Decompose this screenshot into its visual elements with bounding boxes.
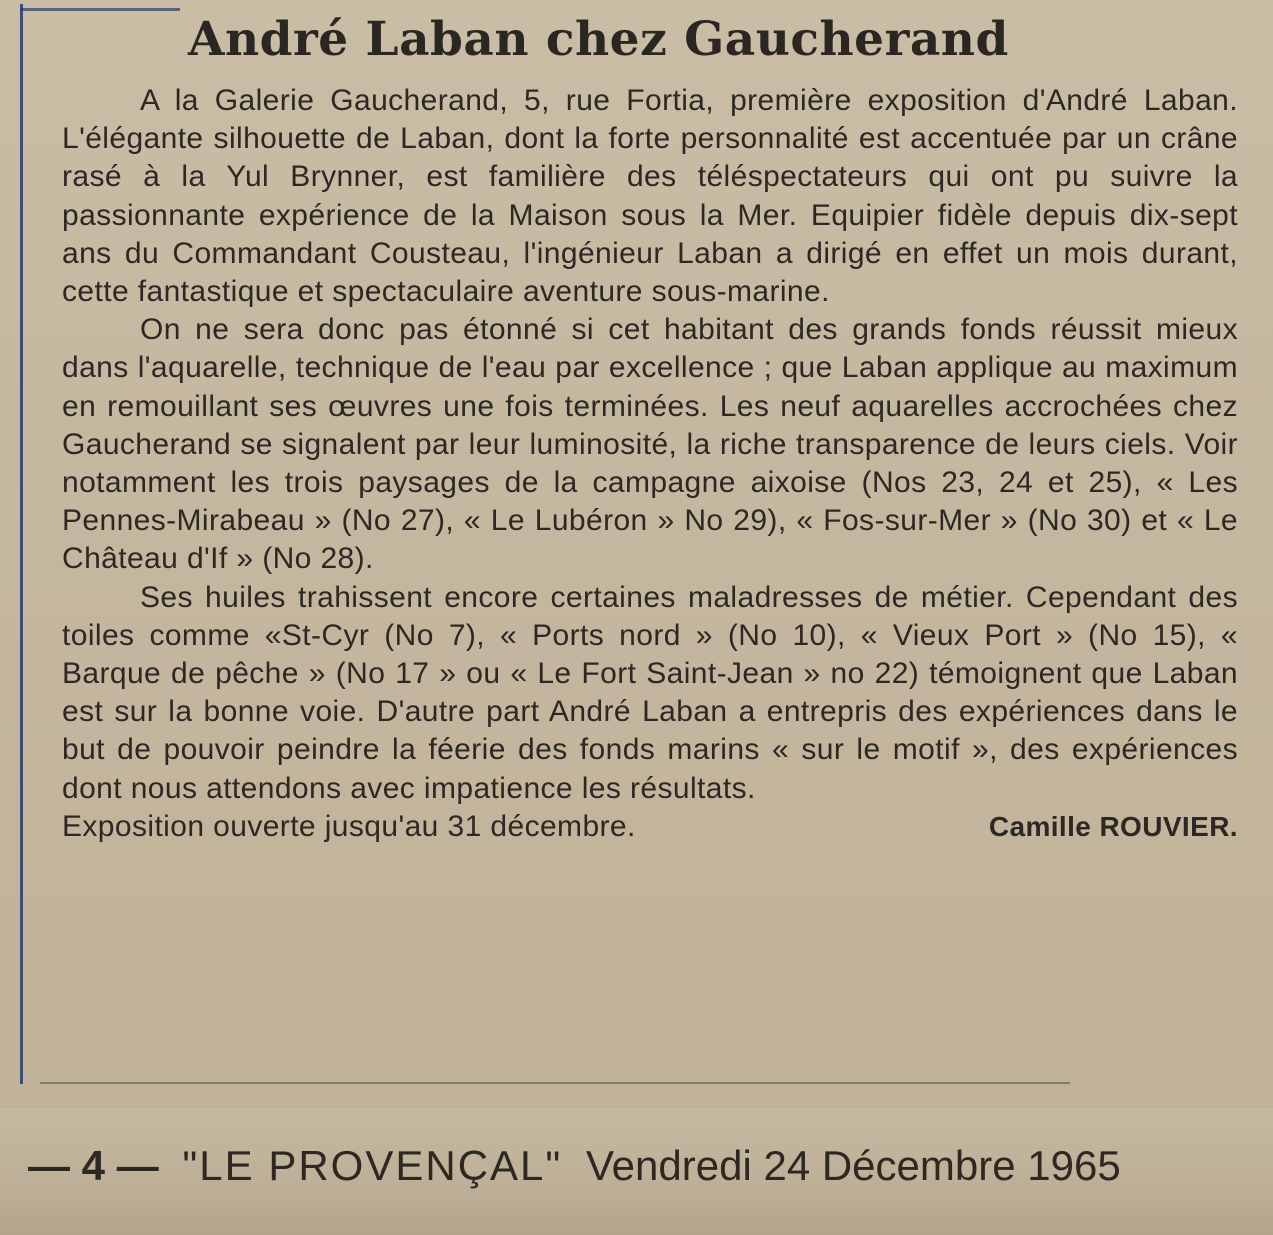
newspaper-name: "LE PROVENÇAL" <box>182 1142 563 1189</box>
article-headline: André Laban chez Gaucherand <box>188 12 1009 67</box>
article-paragraph-3: Ses huiles trahissent encore certaines maladresses de métier. Cependant des toiles comme «St-Cyr (No 7), « Ports nord » (No 10), « Vieux Port » (No 15), « Barque de pêche » (No 17 » ou « Le Fort Saint-Jean » no 22) témoignent que Laban est sur la bonne voie. D'autre part André Laban a entrepris des expériences dans le but de pouvoir peindre la féerie des fonds marins « sur le motif », des expériences dont nous attendons avec impatience les résultats. <box>62 580 1238 805</box>
newspaper-footer <box>0 1108 1273 1235</box>
bottom-rule <box>40 1082 1070 1084</box>
article-paragraph-1: A la Galerie Gaucherand, 5, rue Fortia, première exposition d'André Laban. L'élégante silhouette de Laban, dont la forte personnalité est accentuée par un crâne rasé à la Yul Brynner, est familière des téléspectateurs qui ont pu suivre la passionnante expérience de la Maison sous la Mer. Equipier fidèle depuis dix-sept ans du Commandant Cousteau, l'ingénieur Laban a dirigé en effet un mois durant, cette fantastique et spectaculaire aventure sous-marine. <box>62 84 1238 309</box>
page-number: — 4 — <box>28 1142 159 1189</box>
byline-row <box>62 808 1238 846</box>
article-paragraph-2: On ne sera donc pas étonné si cet habitant des grands fonds réussit mieux dans l'aquarelle, technique de l'eau par excellence ; que Laban applique au maximum en remouillant ses œuvres une fois terminées. Les neuf aquarelles accrochées chez Gaucherand se signalent par leur luminosité, la riche transparence de leurs ciels. Voir notamment les trois paysages de la campagne aixoise (Nos 23, 24 et 25), « Les Pennes-Mirabeau » (No 27), « Le Lubéron » No 29), « Fos-sur-Mer » (No 30) et « Le Château d'If » (No 28). <box>62 313 1238 576</box>
author-signature: Camille ROUVIER. <box>988 810 1238 842</box>
exhibition-closing-note: Exposition ouverte jusqu'au 31 décembre. <box>62 809 636 843</box>
article-body <box>62 82 1238 846</box>
left-margin-rule <box>20 4 23 1084</box>
publication-date: Vendredi 24 Décembre 1965 <box>585 1142 1121 1189</box>
footer-line <box>28 1138 1268 1194</box>
